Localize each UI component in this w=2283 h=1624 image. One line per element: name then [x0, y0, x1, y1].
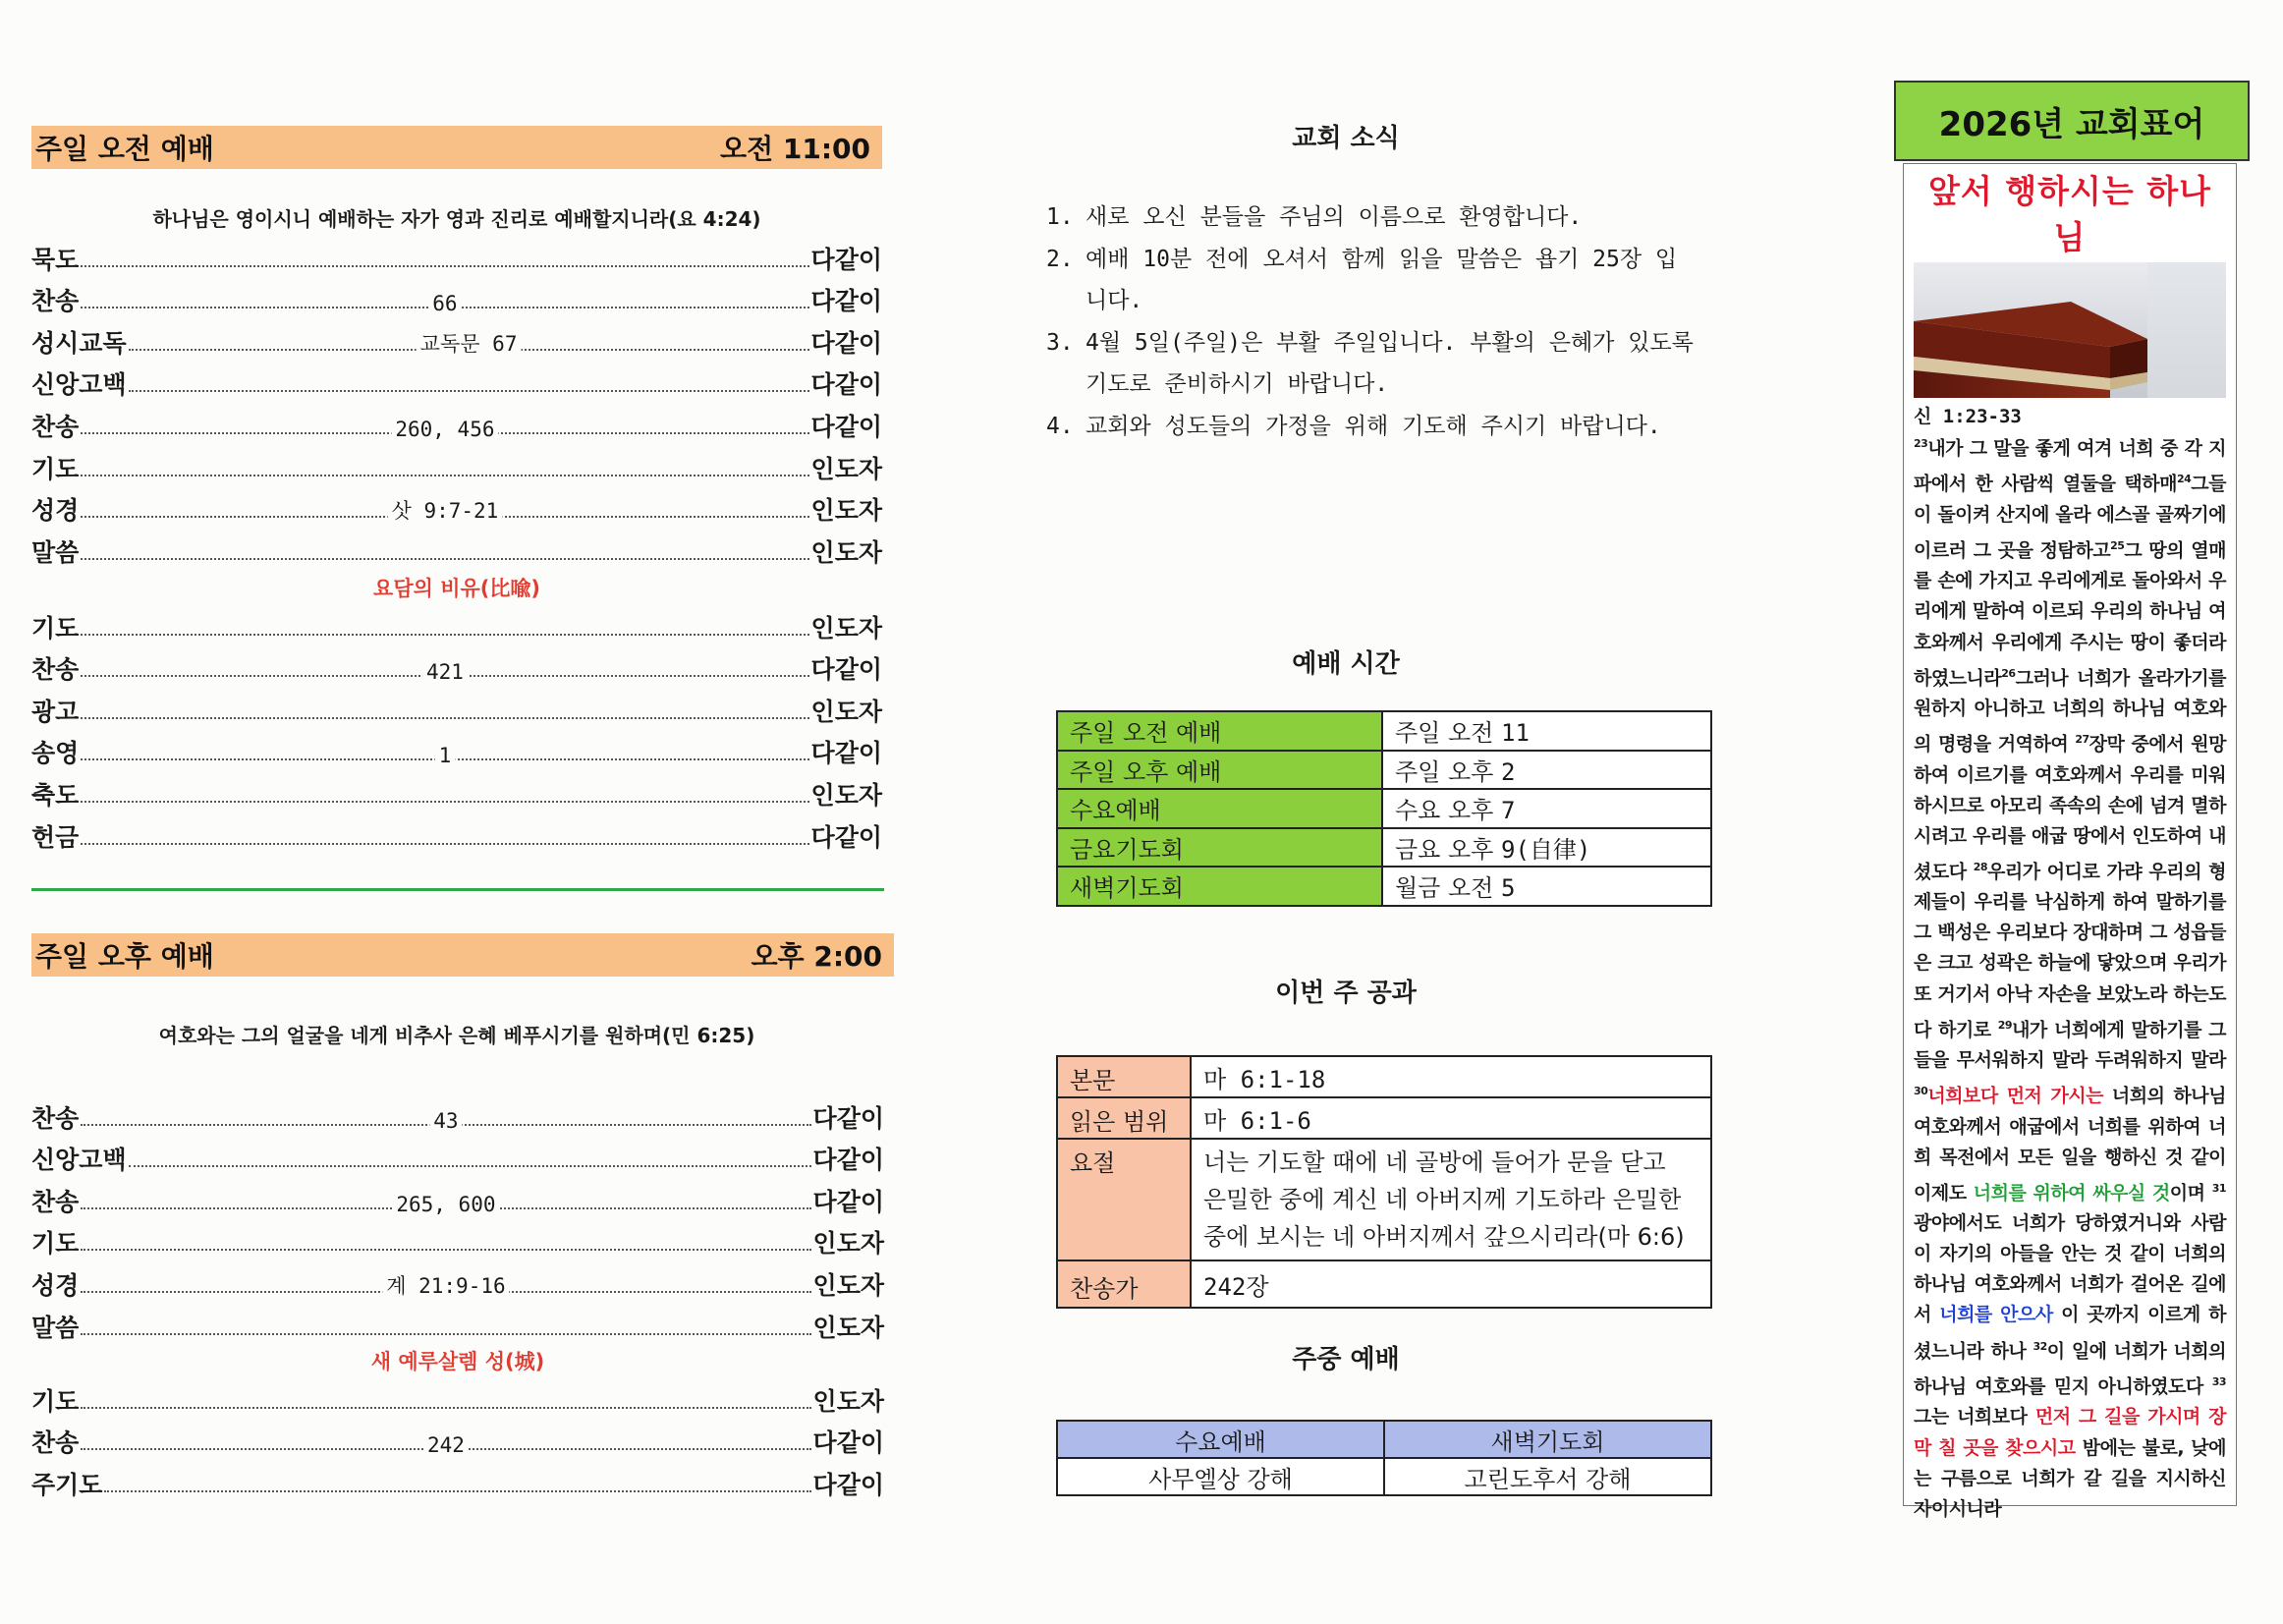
morning-service-verse: 하나님은 영이시니 예배하는 자가 영과 진리로 예배할지니라(요 4:24)	[152, 207, 761, 231]
order-row	[31, 234, 882, 276]
order-item-name: 성경	[31, 496, 80, 526]
worship-time-value	[1382, 751, 1711, 790]
dot-leader	[104, 1490, 810, 1492]
dot-leader	[81, 499, 808, 524]
news-item	[1046, 196, 1695, 239]
dot-leader	[81, 292, 808, 316]
worship-time-value	[1382, 711, 1711, 751]
afternoon-order-list-1	[31, 1092, 884, 1344]
order-item-leader: 인도자	[810, 780, 882, 810]
lesson-key-value	[1191, 1139, 1711, 1260]
worship-time-day: 주일 오후	[1395, 757, 1501, 786]
order-item-name: 찬송	[31, 655, 80, 685]
dot-leader	[81, 1333, 810, 1335]
worship-time-row	[1057, 751, 1711, 790]
morning-sermon-title: 요담의 비유(比喩)	[373, 577, 540, 600]
church-motto-panel	[1876, 0, 2283, 1624]
lesson-title: 이번 주 공과	[1275, 979, 1417, 1008]
dot-leader	[81, 843, 808, 845]
order-item-leader: 인도자	[810, 697, 882, 726]
lesson-row-key-verse	[1057, 1139, 1711, 1260]
order-item-leader: 다같이	[810, 822, 882, 852]
worship-time-row	[1057, 789, 1711, 828]
order-row	[31, 1135, 884, 1177]
order-item-leader: 다같이	[810, 328, 882, 358]
worship-time-value	[1382, 867, 1711, 906]
lesson-key-line: 은밀한 중에 계신 네 아버지께 기도하라 은밀한	[1203, 1186, 1682, 1213]
order-row	[31, 644, 882, 687]
order-item-detail: 삿 9:7-21	[388, 495, 503, 525]
lesson-range-label: 읽은 범위	[1057, 1097, 1191, 1139]
lesson-hymn-value: 242장	[1191, 1260, 1711, 1308]
news-item	[1046, 239, 1695, 322]
dot-leader	[81, 1249, 810, 1251]
news-item-number: 2.	[1046, 246, 1074, 272]
dot-leader	[129, 331, 809, 356]
order-row	[31, 276, 882, 318]
afternoon-service-header	[31, 933, 894, 977]
midweek-col1-body: 사무엘상 강해	[1057, 1458, 1384, 1495]
dot-leader	[81, 265, 808, 267]
afternoon-service-verse: 여호와는 그의 얼굴을 네게 비추사 은혜 베푸시기를 원하며(민 6:25)	[158, 1024, 755, 1047]
worship-time-label: 새벽기도회	[1057, 867, 1382, 906]
morning-service-title: 주일 오전 예배	[35, 133, 214, 165]
bible-photo-image	[1914, 262, 2226, 398]
order-item-name: 찬송	[31, 1103, 80, 1133]
order-row	[31, 360, 882, 402]
order-item-leader: 인도자	[810, 613, 882, 643]
order-item-name: 기도	[31, 1229, 80, 1259]
lesson-row-range	[1057, 1097, 1711, 1139]
order-item-name: 주기도	[31, 1470, 103, 1499]
afternoon-service-time: 오후 2:00	[751, 940, 882, 973]
worship-time-hour: 11	[1501, 719, 1530, 748]
news-item-number: 1.	[1046, 204, 1074, 230]
worship-time-day: 수요 오후	[1395, 797, 1501, 825]
order-row	[31, 401, 882, 443]
order-item-detail: 43	[429, 1109, 462, 1133]
worship-time-day: 월금 오전	[1395, 874, 1501, 903]
section-divider	[31, 888, 884, 891]
order-item-detail: 421	[422, 660, 468, 684]
order-item-name: 말씀	[31, 537, 80, 567]
order-row	[31, 1260, 884, 1302]
order-row	[31, 1302, 884, 1344]
order-item-name: 신앙고백	[31, 370, 127, 400]
dot-leader	[81, 634, 808, 636]
midweek-body-row	[1057, 1458, 1711, 1495]
order-item-detail: 계 21:9-16	[382, 1270, 509, 1300]
worship-time-day: 금요 오후	[1395, 835, 1501, 864]
worship-time-row	[1057, 711, 1711, 751]
order-item-leader: 다같이	[810, 412, 882, 441]
worship-time-value	[1382, 789, 1711, 828]
order-item-leader: 다같이	[810, 655, 882, 685]
midweek-col2-body: 고린도후서 강해	[1384, 1458, 1711, 1495]
order-item-detail: 1	[435, 744, 456, 767]
order-item-leader: 다같이	[812, 1428, 884, 1458]
dot-leader	[81, 660, 808, 685]
order-item-leader: 다같이	[810, 245, 882, 274]
order-row	[31, 769, 882, 812]
order-item-name: 찬송	[31, 1187, 80, 1216]
order-item-detail: 242	[423, 1433, 469, 1457]
news-item	[1046, 406, 1695, 448]
order-item-detail: 66	[428, 292, 461, 315]
midweek-header-row	[1057, 1421, 1711, 1458]
order-item-name: 헌금	[31, 822, 80, 852]
order-item-leader: 다같이	[812, 1187, 884, 1216]
order-item-leader: 다같이	[812, 1470, 884, 1499]
order-row	[31, 1459, 884, 1501]
dot-leader	[81, 744, 808, 768]
order-row	[31, 527, 882, 569]
dot-leader	[81, 1192, 810, 1216]
order-item-name: 찬송	[31, 1428, 80, 1458]
dot-leader	[81, 801, 808, 803]
worship-time-label: 주일 오전 예배	[1057, 711, 1382, 751]
lesson-key-label: 요절	[1057, 1139, 1191, 1260]
dot-leader	[129, 1165, 811, 1167]
worship-time-hour: 2	[1501, 757, 1516, 786]
morning-order-list-2	[31, 602, 882, 854]
lesson-table	[1056, 1055, 1712, 1309]
midweek-title: 주중 예배	[1292, 1345, 1400, 1374]
order-row	[31, 1218, 884, 1260]
news-item-number: 3.	[1046, 329, 1074, 356]
order-item-name: 성경	[31, 1270, 80, 1300]
worship-time-label: 금요기도회	[1057, 828, 1382, 868]
order-item-leader: 다같이	[810, 287, 882, 316]
order-item-name: 기도	[31, 454, 80, 483]
order-row	[31, 1375, 884, 1418]
lesson-key-line: 너는 기도할 때에 네 골방에 들어가 문을 닫고	[1203, 1148, 1666, 1176]
order-item-name: 묵도	[31, 245, 80, 274]
order-item-name: 기도	[31, 613, 80, 643]
worship-time-row	[1057, 828, 1711, 868]
order-item-leader: 다같이	[810, 739, 882, 768]
midweek-col2-head: 새벽기도회	[1384, 1421, 1711, 1458]
dot-leader	[81, 417, 808, 441]
worship-time-hour: 7	[1501, 797, 1516, 825]
motto-year-title: 2026년 교회표어	[1938, 104, 2205, 144]
worship-time-hour: 5	[1501, 874, 1516, 903]
order-row	[31, 1418, 884, 1460]
morning-service-time: 오전 11:00	[720, 133, 870, 165]
order-item-name: 광고	[31, 697, 80, 726]
worship-times-table	[1056, 710, 1712, 907]
dot-leader	[81, 717, 808, 719]
order-item-detail: 교독문 67	[417, 328, 522, 358]
order-row	[31, 728, 882, 770]
order-item-name: 신앙고백	[31, 1146, 127, 1175]
order-row	[31, 602, 882, 644]
lesson-key-line: 중에 보시는 네 아버지께서 갚으시리라(마 6:6)	[1203, 1223, 1685, 1251]
news-item-text: 4월 5일(주일)은 부활 주일입니다. 부활의 은혜가 있도록 기도로 준비하시기 바랍니다.	[1086, 329, 1694, 397]
dot-leader	[81, 1273, 810, 1298]
order-item-detail: 265, 600	[392, 1193, 499, 1216]
lesson-text-value: 마 6:1-18	[1191, 1056, 1711, 1097]
dot-leader	[81, 1433, 810, 1458]
order-item-leader: 인도자	[812, 1313, 884, 1342]
worship-time-value	[1382, 828, 1711, 868]
order-item-leader: 다같이	[812, 1103, 884, 1133]
announcements-panel	[943, 0, 1749, 1624]
motto-verse-text: $^{23}$내가 그 말을 좋게 여겨 너희 중 각 지파에서 한 사람씩 열둘을 택하매$^{24}$그들이 돌이켜 산지에 올라 에스골 골짜기에 이르러 그 곳을 정탐하고$^{25}$그 땅의 열매를 손에 가지고 우리에게로 돌아와서 우리에게 말하여 이르되 우리의 하나님 여호와께서 우리에게 주시는 땅이 좋더라 하였느니라$^{26}$그러나 너희가 올라가기를 원하지 아니하고 너희의 하나님 여호와의 명령을 거역하여 $^{27}$장막 중에서 원망하여 이르기를 여호와께서 우리를 미워하시므로 아모리 족속의 손에 넘겨 멸하시려고 우리를 애굽 땅에서 인도하여 내셨도다 $^{28}$우리가 어디로 가랴 우리의 형제들이 우리를 낙심하게 하여 말하기를 그 백성은 우리보다 장대하며 그 성읍들은 크고 성곽은 하늘에 닿았으며 우리가 또 거기서 아낙 자손을 보았노라 하는도다 하기로 $^{29}$내가 너희에게 말하기를 그들을 무서워하지 말라 두려워하지 말라 $^{30}$너희보다 먼저 가시는 너희의 하나님 여호와께서 애굽에서 너희를 위하여 너희 목전에서 모든 일을 행하신 것 같이 이제도 너희를 위하여 싸우실 것이며 $^{31}$광야에서도 너희가 당하였거니와 사람이 자기의 아들을 안는 것 같이 너희의 하나님 여호와께서 너희가 걸어온 길에서 너희를 안으사 이 곳까지 이르게 하셨느니라 하나 $^{32}$이 일에 너희가 너희의 하나님 여호와를 믿지 아니하였도다 $^{33}$그는 너희보다 먼저 그 길을 가시며 장막 칠 곳을 찾으시고 밤에는 불로, 낮에는 구름으로 너희가 갈 길을 지시하신 자이시니라	[1914, 437, 2227, 1520]
order-item-name: 기도	[31, 1386, 80, 1416]
midweek-table	[1056, 1420, 1712, 1496]
worship-order-panel	[0, 0, 904, 1624]
order-row	[31, 1176, 884, 1218]
motto-year-box	[1894, 81, 2250, 161]
order-item-name: 찬송	[31, 287, 80, 316]
order-item-name: 성시교독	[31, 328, 127, 358]
order-item-leader: 인도자	[812, 1386, 884, 1416]
order-item-name: 찬송	[31, 412, 80, 441]
order-row	[31, 443, 882, 485]
lesson-row-text	[1057, 1056, 1711, 1097]
dot-leader	[81, 558, 808, 560]
news-item-text: 예배 10분 전에 오셔서 함께 읽을 말씀은 욥기 25장 입니다.	[1086, 246, 1678, 313]
afternoon-order-list-2	[31, 1375, 884, 1501]
motto-title: 앞서 행하시는 하나님	[1927, 172, 2211, 256]
afternoon-sermon-title: 새 예루살렘 성(城)	[370, 1350, 545, 1373]
order-item-leader: 다같이	[810, 370, 882, 400]
dot-leader	[81, 1108, 810, 1133]
order-row	[31, 485, 882, 528]
worship-time-label: 수요예배	[1057, 789, 1382, 828]
news-item-number: 4.	[1046, 413, 1074, 439]
order-item-leader: 다같이	[812, 1146, 884, 1175]
morning-order-list-1	[31, 234, 882, 569]
news-item-text: 교회와 성도들의 가정을 위해 기도해 주시기 바랍니다.	[1086, 413, 1661, 439]
order-item-leader: 인도자	[810, 537, 882, 567]
order-row	[31, 317, 882, 360]
midweek-col1-head: 수요예배	[1057, 1421, 1384, 1458]
worship-time-day: 주일 오전	[1395, 719, 1501, 748]
order-item-leader: 인도자	[812, 1229, 884, 1259]
worship-time-row	[1057, 867, 1711, 906]
news-item	[1046, 322, 1695, 406]
order-row	[31, 1092, 884, 1135]
order-row	[31, 686, 882, 728]
times-title: 예배 시간	[1292, 649, 1400, 679]
motto-verse-box	[1903, 163, 2237, 1520]
lesson-hymn-label: 찬송가	[1057, 1260, 1191, 1308]
lesson-text-label: 본문	[1057, 1056, 1191, 1097]
motto-verse-reference: 신 1:23-33	[1914, 406, 2022, 427]
order-item-leader: 인도자	[810, 496, 882, 526]
order-item-name: 송영	[31, 739, 80, 768]
dot-leader	[81, 475, 808, 476]
morning-service-header	[31, 126, 882, 169]
order-row	[31, 812, 882, 854]
worship-time-hour: 9(自律)	[1501, 835, 1591, 864]
order-item-name: 말씀	[31, 1313, 80, 1342]
news-item-text: 새로 오신 분들을 주님의 이름으로 환영합니다.	[1086, 204, 1583, 230]
lesson-row-hymn	[1057, 1260, 1711, 1308]
order-item-name: 축도	[31, 780, 80, 810]
worship-time-label: 주일 오후 예배	[1057, 751, 1382, 790]
lesson-range-value: 마 6:1-6	[1191, 1097, 1711, 1139]
order-item-leader: 인도자	[812, 1270, 884, 1300]
afternoon-service-title: 주일 오후 예배	[35, 940, 214, 973]
order-item-leader: 인도자	[810, 454, 882, 483]
news-title: 교회 소식	[1292, 124, 1400, 153]
dot-leader	[129, 390, 809, 392]
dot-leader	[81, 1407, 810, 1409]
order-item-detail: 260, 456	[391, 418, 498, 441]
news-list	[1046, 196, 1695, 447]
